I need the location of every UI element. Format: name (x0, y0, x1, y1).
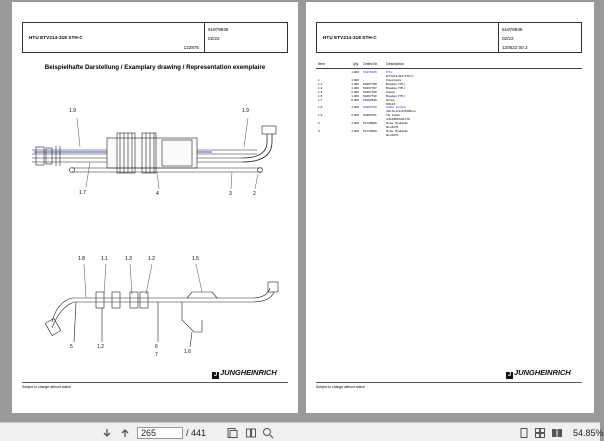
cell-desc: Fixed parts (386, 77, 402, 82)
cell-order-no: 50297787 (363, 85, 377, 90)
cell-qty: 1.000 (351, 121, 359, 126)
right-header-date: 02/22 (502, 36, 514, 41)
cell-order-no: 50455751 (363, 113, 377, 118)
cell-desc: Hose, Hydraulic (386, 129, 408, 134)
callout-3: 3 (229, 191, 232, 197)
cell-item: 2 (318, 121, 320, 126)
cell-desc: NLx2970 (386, 133, 399, 137)
callout-4: 4 (156, 191, 159, 197)
cell-item: 1.7 (318, 97, 323, 102)
arrow-down-icon[interactable] (101, 427, 113, 439)
left-header-ref-left: 122875 (183, 45, 199, 50)
cell-qty: 1.000 (351, 85, 359, 90)
zoom-out-icon[interactable] (262, 427, 274, 439)
col-order-no: Order-Nr. (363, 62, 378, 66)
cell-item: 1.1 (318, 81, 323, 86)
cell-desc: NLx3470 (386, 125, 399, 130)
cell-order-no: 51743828 (363, 129, 377, 134)
col-description: Description (386, 62, 404, 66)
cell-item: 3 (318, 129, 320, 134)
jungheinrich-logo-left: J JUNGHEINRICH (213, 368, 277, 378)
cell-qty: 2.000 (351, 113, 359, 118)
right-page (306, 2, 594, 413)
cell-desc: Cable, Control (386, 105, 406, 110)
cell-desc: Bracket, HTU (386, 81, 405, 86)
callout-1-5: 1.5 (192, 256, 199, 262)
left-header-date: 02/22 (208, 36, 220, 41)
arrow-up-icon[interactable] (119, 427, 131, 439)
left-header-doc-no: 51979935 (208, 27, 229, 32)
cell-order-no: 50297790 (363, 93, 377, 98)
callout-1-6: 1.6 (184, 349, 191, 355)
left-footer-note: Subject to change without notice (22, 385, 71, 389)
callout-1-2-bottom: 1.2 (97, 344, 104, 350)
parts-table-header (316, 60, 582, 69)
callout-7: 7 (155, 352, 158, 358)
right-header-ref: 120522 00 2 (502, 45, 528, 50)
callout-6: 6 (155, 344, 158, 350)
cell-desc: ETV214-318 STH-C (386, 73, 414, 78)
cell-qty: 8.000 (351, 97, 359, 102)
cell-order-no: 50297789 (363, 89, 377, 94)
callout-1-7: 1.7 (79, 190, 86, 196)
left-header-title: HTU ETV214-318 STH-C (29, 35, 83, 40)
cell-qty: 1.000 (351, 105, 359, 110)
cell-item: 1.8 (318, 105, 323, 110)
cell-desc: M5x16 (386, 101, 396, 106)
drawing-title: Beispielhafte Darstellung / Examplary drawing / Representation exemplaire (44, 64, 266, 71)
cell-order-no: 50297788 (363, 81, 377, 86)
cell-item: 1.9 (318, 113, 323, 118)
table-row (316, 134, 582, 138)
cell-desc: HTU (386, 70, 393, 74)
cell-qty: 1.000 (351, 70, 359, 74)
callout-1-9-right: 1.9 (242, 108, 249, 114)
col-qty: Qty. (352, 62, 359, 66)
callout-2: 2 (253, 191, 256, 197)
col-item: Item (318, 62, 325, 66)
callout-1-8: 1.8 (78, 256, 85, 262)
callout-1-1: 1.1 (101, 256, 108, 262)
fit-page-icon[interactable] (226, 427, 238, 439)
parts-table-body (316, 69, 582, 138)
cell-qty: 1.000 (351, 81, 359, 86)
jungheinrich-logo-right: J JUNGHEINRICH (507, 368, 571, 378)
cell-order-no: - (363, 77, 365, 82)
zoom-level[interactable]: 54.85% (573, 428, 604, 438)
page-number-input[interactable]: 265 (137, 427, 183, 439)
cell-desc: Screw (386, 97, 395, 102)
parts-table (316, 60, 582, 138)
cell-item: 1.2 (318, 85, 323, 90)
cell-qty: 1.000 (351, 77, 359, 82)
cell-qty: 2.000 (351, 89, 359, 94)
callout-5: 5 (70, 344, 73, 350)
left-page (12, 2, 298, 413)
cell-qty: 1.000 (351, 93, 359, 98)
right-header-title: HTU ETV214-318 STH-C (323, 35, 377, 40)
page-total: / 441 (186, 428, 207, 438)
cell-order-no: 24402830 (363, 97, 377, 102)
callout-1-2-top: 1.2 (148, 256, 155, 262)
cell-item: 1.3 (318, 89, 323, 94)
cell-desc: 4,8x188PA46-HS (386, 117, 410, 122)
cell-order-no: 51979935 (363, 70, 377, 74)
cell-desc: Bracket, HTU (386, 85, 405, 90)
cell-item: 1.5 (318, 93, 323, 98)
cell-desc: Clamp (386, 89, 395, 94)
single-page-icon[interactable] (518, 427, 530, 439)
exploded-drawing (12, 2, 298, 372)
viewer-toolbar (0, 422, 604, 441)
cell-desc: Bracket, HTU (386, 93, 405, 98)
logo-mark-icon: J (507, 372, 512, 378)
page-grid-icon[interactable] (534, 427, 546, 439)
callout-1-9-left: 1.9 (69, 108, 76, 114)
cell-desc: Hose, Hydraulic (386, 121, 408, 126)
right-footer-note: Subject to change without notice (316, 385, 365, 389)
cell-desc: 4x0.8+1x1x0.5/88mm (386, 109, 416, 114)
two-page-icon[interactable] (245, 427, 257, 439)
dual-page-icon[interactable] (551, 427, 563, 439)
cell-desc: Tie, Cable (386, 113, 400, 118)
logo-mark-icon: J (213, 372, 218, 378)
callout-1-3: 1.3 (125, 256, 132, 262)
right-header-box (316, 22, 582, 53)
cell-qty: 1.000 (351, 129, 359, 134)
cell-order-no: 51748686 (363, 121, 377, 126)
cell-order-no: 90956790 (363, 105, 377, 110)
right-header-doc-no: 51979935 (502, 27, 523, 32)
cell-item: 1 (318, 77, 320, 82)
